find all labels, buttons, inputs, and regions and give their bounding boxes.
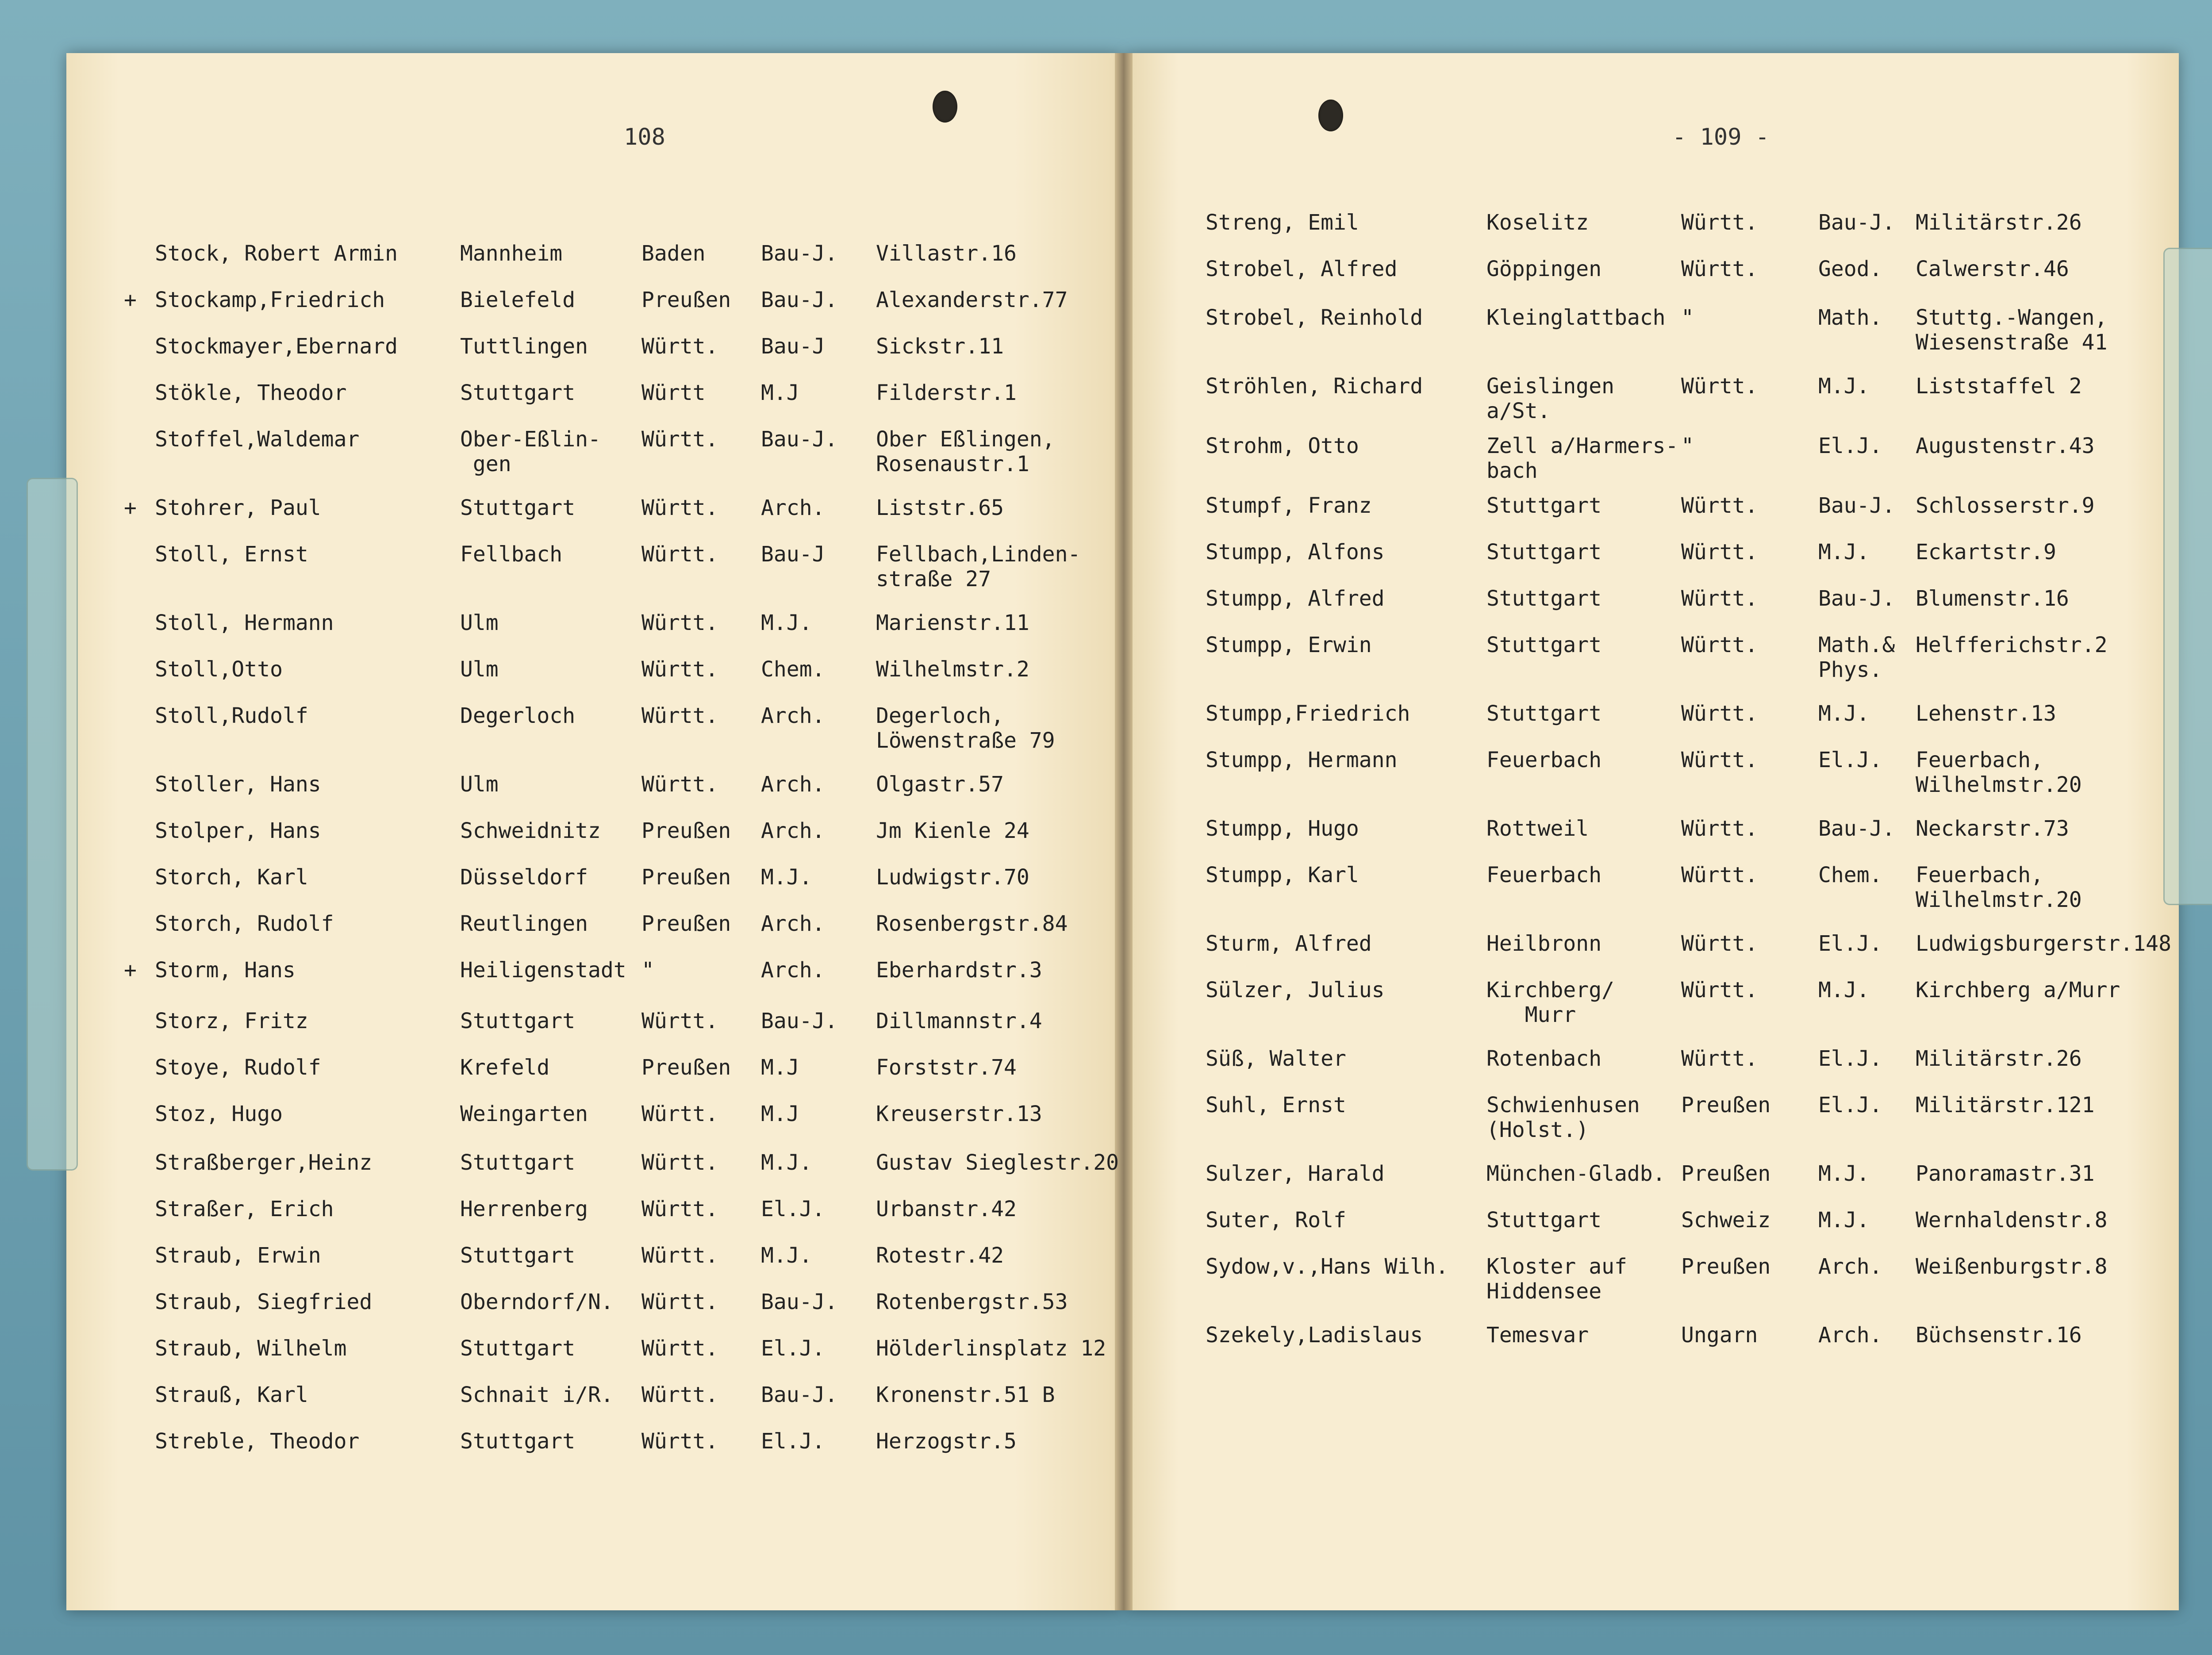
entry-state: Württ. bbox=[641, 334, 718, 359]
entry-name: Suhl, Ernst bbox=[1206, 1093, 1346, 1117]
entry-state: Württ. bbox=[1681, 210, 1758, 235]
entry-field: Bau-J bbox=[761, 542, 825, 567]
right-binder-tab bbox=[2163, 248, 2212, 905]
entry-field: Arch. bbox=[761, 495, 825, 520]
entry-field: Bau-J. bbox=[761, 241, 838, 266]
entry-field: Bau-J. bbox=[761, 427, 838, 452]
entry-state: Preußen bbox=[641, 818, 731, 843]
entry-address: Filderstr.1 bbox=[876, 380, 1017, 405]
entry-address: Büchsenstr.16 bbox=[1916, 1323, 2082, 1348]
entry-name: Stumpp, Karl bbox=[1206, 863, 1359, 887]
entry-address: Feuerbach, Wilhelmstr.20 bbox=[1916, 748, 2082, 797]
page-number-right: - 109 - bbox=[1672, 124, 1770, 150]
entry-city: Ulm bbox=[460, 772, 499, 797]
entry-city: Stuttgart bbox=[460, 1243, 576, 1268]
entry-address: Panoramastr.31 bbox=[1916, 1161, 2095, 1186]
entry-name: Storm, Hans bbox=[155, 958, 296, 983]
entry-name: Stumpf, Franz bbox=[1206, 493, 1372, 518]
entry-city: Mannheim bbox=[460, 241, 563, 266]
entry-mark: + bbox=[124, 958, 137, 983]
entry-address: Gustav Sieglestr.20 bbox=[876, 1150, 1119, 1175]
entry-name: Storz, Fritz bbox=[155, 1009, 308, 1033]
entry-state: Schweiz bbox=[1681, 1208, 1771, 1233]
entry-state: Württ bbox=[641, 380, 706, 405]
entry-address: Wernhaldenstr.8 bbox=[1916, 1208, 2108, 1233]
entry-field: Arch. bbox=[761, 958, 825, 983]
entry-field: M.J. bbox=[1818, 1208, 1870, 1233]
entry-address: Helfferichstr.2 bbox=[1916, 633, 2108, 657]
entry-field: El.J. bbox=[1818, 748, 1882, 772]
entry-name: Sturm, Alfred bbox=[1206, 931, 1372, 956]
entry-name: Storch, Karl bbox=[155, 865, 308, 890]
entry-address: Liststr.65 bbox=[876, 495, 1004, 520]
entry-field: Arch. bbox=[761, 772, 825, 797]
entry-field: Bau-J. bbox=[1818, 816, 1895, 841]
entry-city: Stuttgart bbox=[460, 495, 576, 520]
entry-city: Rottweil bbox=[1486, 816, 1589, 841]
entry-state: Württ. bbox=[641, 611, 718, 635]
entry-field: Bau-J. bbox=[761, 1290, 838, 1314]
entry-city: Schnait i/R. bbox=[460, 1382, 614, 1407]
entry-field: El.J. bbox=[761, 1336, 825, 1361]
entry-field: Bau-J. bbox=[1818, 586, 1895, 611]
entry-city: Göppingen bbox=[1486, 257, 1602, 281]
entry-state: Württ. bbox=[1681, 748, 1758, 772]
entry-field: M.J. bbox=[1818, 1161, 1870, 1186]
entry-field: El.J. bbox=[1818, 931, 1882, 956]
entry-address: Ober Eßlingen, Rosenaustr.1 bbox=[876, 427, 1055, 476]
entry-city: Düsseldorf bbox=[460, 865, 588, 890]
entry-state: Württ. bbox=[641, 1336, 718, 1361]
entry-address: Blumenstr.16 bbox=[1916, 586, 2069, 611]
entry-address: Kirchberg a/Murr bbox=[1916, 978, 2120, 1002]
entry-city: Reutlingen bbox=[460, 911, 588, 936]
entry-city: Stuttgart bbox=[1486, 586, 1602, 611]
left-binder-tab bbox=[27, 478, 78, 1171]
entry-state: Württ. bbox=[641, 1243, 718, 1268]
entry-address: Hölderlinsplatz 12 bbox=[876, 1336, 1106, 1361]
entry-name: Straßberger,Heinz bbox=[155, 1150, 373, 1175]
entry-field: Math.& Phys. bbox=[1818, 633, 1895, 682]
entry-state: Ungarn bbox=[1681, 1323, 1758, 1348]
entry-state: Württ. bbox=[641, 657, 718, 682]
entry-name: Stumpp,Friedrich bbox=[1206, 701, 1410, 726]
entry-name: Streble, Theodor bbox=[155, 1429, 360, 1454]
entry-field: Math. bbox=[1818, 305, 1882, 330]
entry-city: Oberndorf/N. bbox=[460, 1290, 614, 1314]
entry-city: Degerloch bbox=[460, 703, 576, 728]
entry-name: Stockamp,Friedrich bbox=[155, 288, 385, 312]
entry-state: " bbox=[1681, 305, 1694, 330]
entry-city: Kleinglattbach bbox=[1486, 305, 1666, 330]
entry-field: M.J. bbox=[761, 865, 812, 890]
entry-address: Feuerbach, Wilhelmstr.20 bbox=[1916, 863, 2082, 912]
entry-name: Stoll,Otto bbox=[155, 657, 283, 682]
entry-address: Rotestr.42 bbox=[876, 1243, 1004, 1268]
entry-city: Stuttgart bbox=[460, 1150, 576, 1175]
entry-state: Württ. bbox=[641, 542, 718, 567]
entry-name: Sülzer, Julius bbox=[1206, 978, 1385, 1002]
entry-name: Stumpp, Hermann bbox=[1206, 748, 1398, 772]
entry-field: Bau-J. bbox=[761, 1382, 838, 1407]
entry-address: Schlosserstr.9 bbox=[1916, 493, 2095, 518]
entry-address: Villastr.16 bbox=[876, 241, 1017, 266]
entry-name: Ströhlen, Richard bbox=[1206, 374, 1423, 399]
entry-state: Württ. bbox=[641, 1290, 718, 1314]
entry-name: Sulzer, Harald bbox=[1206, 1161, 1385, 1186]
entry-city: Ulm bbox=[460, 657, 499, 682]
entry-name: Strobel, Reinhold bbox=[1206, 305, 1423, 330]
entry-name: Stoffel,Waldemar bbox=[155, 427, 360, 452]
entry-name: Suter, Rolf bbox=[1206, 1208, 1346, 1233]
entry-state: Württ. bbox=[641, 1382, 718, 1407]
entry-name: Straub, Wilhelm bbox=[155, 1336, 347, 1361]
entry-field: El.J. bbox=[1818, 434, 1882, 458]
entry-state: Württ. bbox=[1681, 257, 1758, 281]
entry-state: Preußen bbox=[1681, 1161, 1771, 1186]
entry-city: Bielefeld bbox=[460, 288, 576, 312]
entry-field: M.J. bbox=[1818, 978, 1870, 1002]
entry-city: Stuttgart bbox=[1486, 540, 1602, 564]
entry-city: Ober-Eßlin- gen bbox=[460, 427, 601, 476]
entry-state: Württ. bbox=[641, 1429, 718, 1454]
entry-state: Württ. bbox=[1681, 540, 1758, 564]
entry-address: Lehenstr.13 bbox=[1916, 701, 2056, 726]
entry-address: Militärstr.121 bbox=[1916, 1093, 2095, 1117]
entry-field: Geod. bbox=[1818, 257, 1882, 281]
entry-state: Preußen bbox=[641, 911, 731, 936]
entry-city: Schwienhusen (Holst.) bbox=[1486, 1093, 1640, 1142]
entry-mark: + bbox=[124, 288, 137, 312]
entry-field: Arch. bbox=[761, 911, 825, 936]
entry-address: Liststaffel 2 bbox=[1916, 374, 2082, 399]
entry-field: M.J. bbox=[1818, 374, 1870, 399]
entry-city: Heiligenstadt bbox=[460, 958, 626, 983]
entry-state: Württ. bbox=[641, 772, 718, 797]
entry-name: Szekely,Ladislaus bbox=[1206, 1323, 1423, 1348]
entry-field: M.J. bbox=[761, 1150, 812, 1175]
entry-address: Jm Kienle 24 bbox=[876, 818, 1029, 843]
entry-field: Arch. bbox=[761, 818, 825, 843]
entry-address: Eberhardstr.3 bbox=[876, 958, 1042, 983]
entry-city: Kirchberg/ Murr bbox=[1486, 978, 1614, 1027]
entry-address: Kreuserstr.13 bbox=[876, 1102, 1042, 1126]
entry-state: Württ. bbox=[1681, 978, 1758, 1002]
entry-address: Ludwigsburgerstr.148 bbox=[1916, 931, 2171, 956]
entry-field: Chem. bbox=[761, 657, 825, 682]
entry-city: Temesvar bbox=[1486, 1323, 1589, 1348]
entry-address: Wilhelmstr.2 bbox=[876, 657, 1029, 682]
entry-field: Chem. bbox=[1818, 863, 1882, 887]
entry-address: Alexanderstr.77 bbox=[876, 288, 1068, 312]
entry-city: Stuttgart bbox=[460, 1429, 576, 1454]
entry-city: Schweidnitz bbox=[460, 818, 601, 843]
entry-city: München-Gladb. bbox=[1486, 1161, 1666, 1186]
entry-city: Herrenberg bbox=[460, 1197, 588, 1221]
entry-city: Zell a/Harmers- bach bbox=[1486, 434, 1678, 483]
entry-state: Württ. bbox=[641, 1150, 718, 1175]
entry-address: Militärstr.26 bbox=[1916, 1046, 2082, 1071]
entry-state: Preußen bbox=[641, 288, 731, 312]
entry-field: Bau-J. bbox=[1818, 210, 1895, 235]
entry-state: Württ. bbox=[1681, 701, 1758, 726]
entry-name: Straßer, Erich bbox=[155, 1197, 334, 1221]
entry-city: Koselitz bbox=[1486, 210, 1589, 235]
page-number-left: 108 bbox=[624, 124, 665, 150]
entry-address: Urbanstr.42 bbox=[876, 1197, 1017, 1221]
entry-state: Preußen bbox=[1681, 1093, 1771, 1117]
entry-field: M.J. bbox=[1818, 540, 1870, 564]
entry-name: Stoll,Rudolf bbox=[155, 703, 308, 728]
entry-address: Fellbach,Linden- straße 27 bbox=[876, 542, 1081, 591]
entry-name: Strobel, Alfred bbox=[1206, 257, 1398, 281]
entry-name: Stoz, Hugo bbox=[155, 1102, 283, 1126]
entry-name: Stoller, Hans bbox=[155, 772, 321, 797]
entry-state: Württ. bbox=[641, 1197, 718, 1221]
entry-field: Bau-J. bbox=[761, 288, 838, 312]
entry-name: Stumpp, Erwin bbox=[1206, 633, 1372, 657]
entry-city: Weingarten bbox=[460, 1102, 588, 1126]
entry-address: Rotenbergstr.53 bbox=[876, 1290, 1068, 1314]
entry-city: Stuttgart bbox=[460, 1009, 576, 1033]
entry-field: M.J. bbox=[761, 611, 812, 635]
entry-field: Bau-J. bbox=[1818, 493, 1895, 518]
entry-address: Forststr.74 bbox=[876, 1055, 1017, 1080]
entry-name: Sydow,v.,Hans Wilh. bbox=[1206, 1254, 1449, 1279]
entry-name: Stoye, Rudolf bbox=[155, 1055, 321, 1080]
entry-field: El.J. bbox=[1818, 1046, 1882, 1071]
entry-address: Stuttg.-Wangen, Wiesenstraße 41 bbox=[1916, 305, 2108, 355]
entry-city: Krefeld bbox=[460, 1055, 550, 1080]
entry-field: M.J bbox=[761, 380, 799, 405]
entry-name: Stumpp, Alfons bbox=[1206, 540, 1385, 564]
entry-name: Straub, Erwin bbox=[155, 1243, 321, 1268]
punch-hole-left bbox=[933, 91, 957, 123]
entry-name: Süß, Walter bbox=[1206, 1046, 1346, 1071]
entry-field: Arch. bbox=[1818, 1254, 1882, 1279]
entry-field: El.J. bbox=[1818, 1093, 1882, 1117]
entry-field: El.J. bbox=[761, 1197, 825, 1221]
entry-city: Stuttgart bbox=[460, 380, 576, 405]
entry-address: Militärstr.26 bbox=[1916, 210, 2082, 235]
entry-name: Streng, Emil bbox=[1206, 210, 1359, 235]
entry-mark: + bbox=[124, 495, 137, 520]
entry-address: Augustenstr.43 bbox=[1916, 434, 2095, 458]
entry-field: M.J bbox=[761, 1055, 799, 1080]
book-gutter bbox=[1115, 53, 1133, 1610]
punch-hole-right bbox=[1318, 100, 1343, 131]
entry-state: Württ. bbox=[1681, 586, 1758, 611]
entry-address: Herzogstr.5 bbox=[876, 1429, 1017, 1454]
entry-state: Preußen bbox=[641, 865, 731, 890]
entry-city: Fellbach bbox=[460, 542, 563, 567]
entry-state: Württ. bbox=[1681, 374, 1758, 399]
entry-city: Feuerbach bbox=[1486, 748, 1602, 772]
entry-state: Preußen bbox=[1681, 1254, 1771, 1279]
entry-field: Arch. bbox=[1818, 1323, 1882, 1348]
entry-address: Calwerstr.46 bbox=[1916, 257, 2069, 281]
entry-state: Württ. bbox=[1681, 931, 1758, 956]
entry-field: M.J. bbox=[761, 1243, 812, 1268]
entry-address: Sickstr.11 bbox=[876, 334, 1004, 359]
entry-city: Ulm bbox=[460, 611, 499, 635]
entry-state: Württ. bbox=[641, 495, 718, 520]
entry-city: Tuttlingen bbox=[460, 334, 588, 359]
entry-name: Straub, Siegfried bbox=[155, 1290, 373, 1314]
entry-name: Stökle, Theodor bbox=[155, 380, 347, 405]
entry-state: Württ. bbox=[1681, 816, 1758, 841]
entry-name: Stohrer, Paul bbox=[155, 495, 321, 520]
entry-address: Kronenstr.51 B bbox=[876, 1382, 1055, 1407]
entry-name: Strohm, Otto bbox=[1206, 434, 1359, 458]
entry-city: Stuttgart bbox=[460, 1336, 576, 1361]
entry-city: Rotenbach bbox=[1486, 1046, 1602, 1071]
entry-state: Württ. bbox=[641, 703, 718, 728]
entry-address: Ludwigstr.70 bbox=[876, 865, 1029, 890]
entry-address: Degerloch, Löwenstraße 79 bbox=[876, 703, 1055, 753]
entry-city: Feuerbach bbox=[1486, 863, 1602, 887]
entry-field: Bau-J bbox=[761, 334, 825, 359]
entry-city: Kloster auf Hiddensee bbox=[1486, 1254, 1627, 1304]
entry-state: Württ. bbox=[641, 1009, 718, 1033]
entry-field: M.J. bbox=[1818, 701, 1870, 726]
entry-address: Neckarstr.73 bbox=[1916, 816, 2069, 841]
entry-name: Stoll, Ernst bbox=[155, 542, 308, 567]
entry-field: Arch. bbox=[761, 703, 825, 728]
entry-field: Bau-J. bbox=[761, 1009, 838, 1033]
entry-address: Marienstr.11 bbox=[876, 611, 1029, 635]
entry-address: Eckartstr.9 bbox=[1916, 540, 2056, 564]
entry-state: Baden bbox=[641, 241, 706, 266]
entry-name: Stolper, Hans bbox=[155, 818, 321, 843]
entry-name: Stumpp, Hugo bbox=[1206, 816, 1359, 841]
entry-field: El.J. bbox=[761, 1429, 825, 1454]
entry-field: M.J bbox=[761, 1102, 799, 1126]
entry-address: Olgastr.57 bbox=[876, 772, 1004, 797]
entry-address: Dillmannstr.4 bbox=[876, 1009, 1042, 1033]
entry-state: Württ. bbox=[1681, 493, 1758, 518]
entry-state: Württ. bbox=[641, 1102, 718, 1126]
entry-city: Stuttgart bbox=[1486, 633, 1602, 657]
entry-state: Preußen bbox=[641, 1055, 731, 1080]
entry-name: Stoll, Hermann bbox=[155, 611, 334, 635]
entry-state: Württ. bbox=[641, 427, 718, 452]
entry-state: " bbox=[1681, 434, 1694, 458]
entry-city: Stuttgart bbox=[1486, 1208, 1602, 1233]
entry-address: Weißenburgstr.8 bbox=[1916, 1254, 2108, 1279]
entry-name: Stockmayer,Ebernard bbox=[155, 334, 398, 359]
entry-city: Stuttgart bbox=[1486, 701, 1602, 726]
entry-city: Geislingen a/St. bbox=[1486, 374, 1614, 423]
entry-name: Stumpp, Alfred bbox=[1206, 586, 1385, 611]
entry-state: " bbox=[641, 958, 654, 983]
entry-city: Stuttgart bbox=[1486, 493, 1602, 518]
entry-name: Storch, Rudolf bbox=[155, 911, 334, 936]
entry-name: Stock, Robert Armin bbox=[155, 241, 398, 266]
entry-city: Heilbronn bbox=[1486, 931, 1602, 956]
entry-address: Rosenbergstr.84 bbox=[876, 911, 1068, 936]
entry-name: Strauß, Karl bbox=[155, 1382, 308, 1407]
entry-state: Württ. bbox=[1681, 633, 1758, 657]
entry-state: Württ. bbox=[1681, 1046, 1758, 1071]
entry-state: Württ. bbox=[1681, 863, 1758, 887]
